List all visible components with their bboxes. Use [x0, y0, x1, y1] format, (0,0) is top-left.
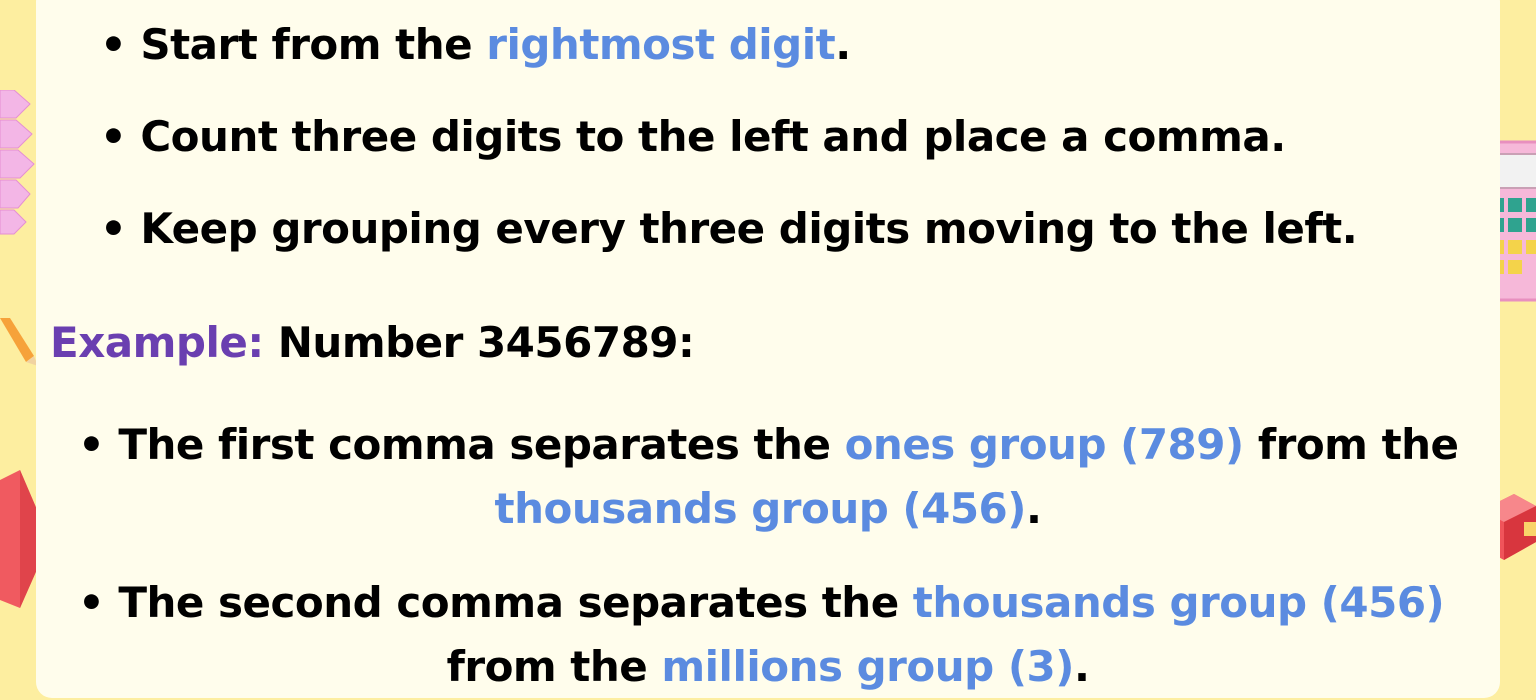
step-3-text: Keep grouping every three digits moving to the left. [140, 204, 1358, 253]
bullet: • [100, 112, 127, 161]
point-2-line-1 [78, 578, 1444, 627]
bullet: • [100, 204, 127, 253]
point-2-highlight-2: millions group (3) [661, 642, 1074, 691]
point-2-text: The second comma separates the [118, 578, 913, 627]
point-1-mid: from the [1243, 420, 1459, 469]
point-1-highlight-2: thousands group (456) [494, 484, 1026, 533]
example-label: Example: [50, 318, 264, 367]
bullet: • [78, 578, 105, 627]
example-heading [50, 318, 694, 367]
point-2-end: . [1073, 642, 1090, 691]
step-1-text: Start from the [140, 20, 487, 69]
point-1-line-1 [78, 420, 1459, 469]
step-3 [100, 204, 1357, 253]
example-text: Number 3456789: [263, 318, 695, 367]
point-1-highlight-1: ones group (789) [844, 420, 1244, 469]
point-1-text: The first comma separates the [118, 420, 845, 469]
step-1 [100, 20, 851, 69]
point-1-line-2 [36, 484, 1500, 533]
step-2 [100, 112, 1286, 161]
point-2-line-2 [36, 642, 1500, 691]
point-1-end: . [1025, 484, 1042, 533]
step-1-end: . [835, 20, 851, 69]
bullet: • [100, 20, 127, 69]
point-2-mid: from the [446, 642, 662, 691]
step-2-text: Count three digits to the left and place a comma. [140, 112, 1286, 161]
pink-cubes-decoration [0, 90, 36, 235]
step-1-highlight: rightmost digit [486, 20, 836, 69]
pencil-decoration [0, 318, 40, 368]
bullet: • [78, 420, 105, 469]
point-2-highlight-1: thousands group (456) [912, 578, 1445, 627]
